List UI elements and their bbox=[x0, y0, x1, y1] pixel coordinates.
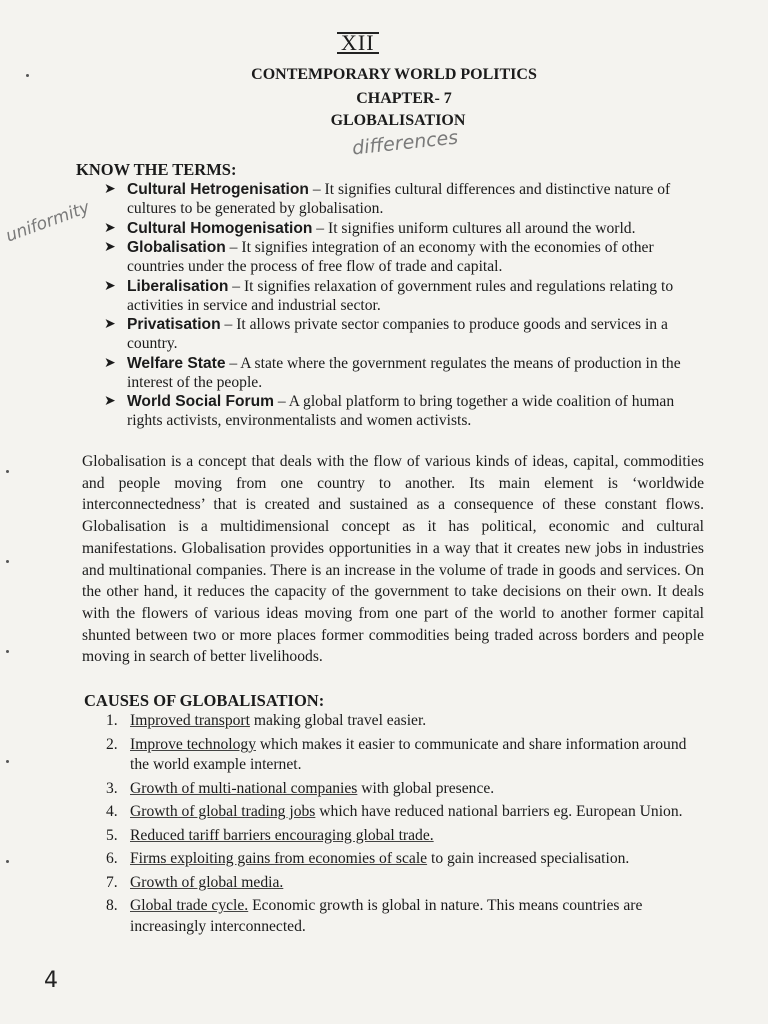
list-item bbox=[106, 896, 706, 937]
list-item bbox=[106, 802, 706, 823]
underlined-phrase: Global trade cycle. bbox=[130, 897, 249, 914]
page-mark: 4 bbox=[44, 968, 58, 993]
arrow-bullet-icon: ➤ bbox=[104, 355, 116, 371]
underlined-phrase: Firms exploiting gains from economies of scale bbox=[130, 850, 428, 867]
item-number: 8. bbox=[106, 897, 118, 914]
scan-speck bbox=[6, 650, 9, 653]
scan-speck bbox=[6, 860, 9, 863]
item-text: making global travel easier. bbox=[249, 712, 427, 729]
term-definition: – It signifies uniform cultures all around the world. bbox=[312, 219, 636, 237]
term-name: Liberalisation bbox=[127, 277, 229, 295]
scan-speck bbox=[6, 470, 9, 473]
list-item bbox=[106, 779, 706, 800]
term-item bbox=[104, 219, 704, 238]
arrow-bullet-icon: ➤ bbox=[104, 278, 116, 294]
term-item bbox=[104, 354, 704, 392]
subject-title: CONTEMPORARY WORLD POLITICS bbox=[251, 66, 537, 83]
term-item bbox=[104, 180, 704, 218]
handwritten-note-differences: differences bbox=[351, 126, 460, 160]
item-text: to gain increased specialisation. bbox=[427, 850, 630, 867]
causes-heading: CAUSES OF GLOBALISATION: bbox=[84, 691, 325, 710]
item-number: 4. bbox=[106, 803, 118, 820]
underlined-phrase: Reduced tariff barriers encouraging global trade. bbox=[130, 826, 434, 844]
item-number: 2. bbox=[106, 735, 118, 753]
term-name: Cultural Homogenisation bbox=[127, 219, 313, 237]
item-number: 7. bbox=[106, 873, 118, 891]
underlined-phrase: Growth of global media. bbox=[130, 873, 284, 891]
underlined-phrase: Improve technology bbox=[130, 735, 257, 753]
term-item bbox=[104, 392, 704, 430]
term-name: World Social Forum bbox=[127, 393, 274, 410]
underlined-phrase: Improved transport bbox=[130, 712, 250, 729]
term-definition: – It signifies integration of an economy with the economies of other countries under the process of free flow of trade and capital. bbox=[127, 239, 654, 275]
term-definition: – A state where the government regulates the means of production in the interest of the people. bbox=[127, 354, 681, 391]
term-name: Welfare State bbox=[127, 354, 226, 372]
scan-speck bbox=[26, 74, 29, 77]
handwritten-note-uniformity: uniformity bbox=[3, 197, 93, 247]
item-text: Economic growth is global in nature. This means countries are increasingly interconnected. bbox=[130, 897, 643, 935]
item-number: 1. bbox=[106, 712, 118, 729]
term-name: Cultural Hetrogenisation bbox=[127, 181, 309, 198]
item-text: which have reduced national barriers eg. European Union. bbox=[315, 803, 683, 820]
list-item bbox=[106, 826, 706, 847]
item-number: 3. bbox=[106, 779, 118, 797]
class-label: XII bbox=[337, 32, 379, 54]
terms-heading: KNOW THE TERMS: bbox=[76, 160, 237, 179]
underlined-phrase: Growth of global trading jobs bbox=[130, 803, 316, 820]
arrow-bullet-icon: ➤ bbox=[104, 182, 116, 197]
terms-list bbox=[104, 180, 704, 431]
term-item bbox=[104, 315, 704, 353]
scan-speck bbox=[6, 560, 9, 563]
term-definition: – It signifies relaxation of government rules and regulations relating to activities in service and industrial sector. bbox=[127, 277, 674, 314]
arrow-bullet-icon: ➤ bbox=[104, 220, 116, 236]
item-text: with global presence. bbox=[357, 779, 495, 797]
chapter-title: CHAPTER- 7 bbox=[356, 90, 452, 107]
topic-title: GLOBALISATION bbox=[330, 112, 466, 129]
list-item bbox=[106, 735, 706, 776]
causes-list bbox=[106, 711, 706, 940]
intro-paragraph: Globalisation is a concept that deals with the flow of various kinds of ideas, capital, commodities and people moving from one country to another. Its main element is ‘worldwide interconnectedness’ that is created and sustained as a consequence of these constant flows. Globalisation is a multidimensional concept as it has political, economic and cultural manifestations. Globalisation provides opportunities in a way that it creates new jobs in industries and multinational companies. There is an increase in the volume of trade in goods and services. On the other hand, it reduces the capacity of the government to take decisions on their own. It deals with the flowers of various ideas moving from one part of the world to another former capital shunted between two or more places former commodities being traded across borders and people moving in search of better livelihoods. bbox=[82, 453, 704, 666]
item-number: 6. bbox=[106, 850, 118, 867]
arrow-bullet-icon: ➤ bbox=[104, 240, 116, 255]
item-number: 5. bbox=[106, 826, 118, 844]
scan-speck bbox=[6, 760, 9, 763]
term-definition: – It allows private sector companies to produce goods and services in a country. bbox=[127, 316, 668, 352]
term-item bbox=[104, 238, 704, 276]
term-name: Globalisation bbox=[127, 239, 226, 256]
term-name: Privatisation bbox=[127, 316, 221, 333]
term-item bbox=[104, 277, 704, 315]
item-text: which makes it easier to communicate and share information around the world example internet. bbox=[130, 735, 687, 773]
arrow-bullet-icon: ➤ bbox=[104, 317, 116, 332]
list-item bbox=[106, 711, 706, 732]
underlined-phrase: Growth of multi-national companies bbox=[130, 779, 358, 797]
arrow-bullet-icon: ➤ bbox=[104, 394, 116, 409]
list-item bbox=[106, 849, 706, 870]
term-definition: – It signifies cultural differences and distinctive nature of cultures to be generated by globalisation. bbox=[127, 181, 671, 217]
list-item bbox=[106, 873, 706, 894]
term-definition: – A global platform to bring together a wide coalition of human rights activists, environmentalists and women activists. bbox=[127, 393, 675, 429]
